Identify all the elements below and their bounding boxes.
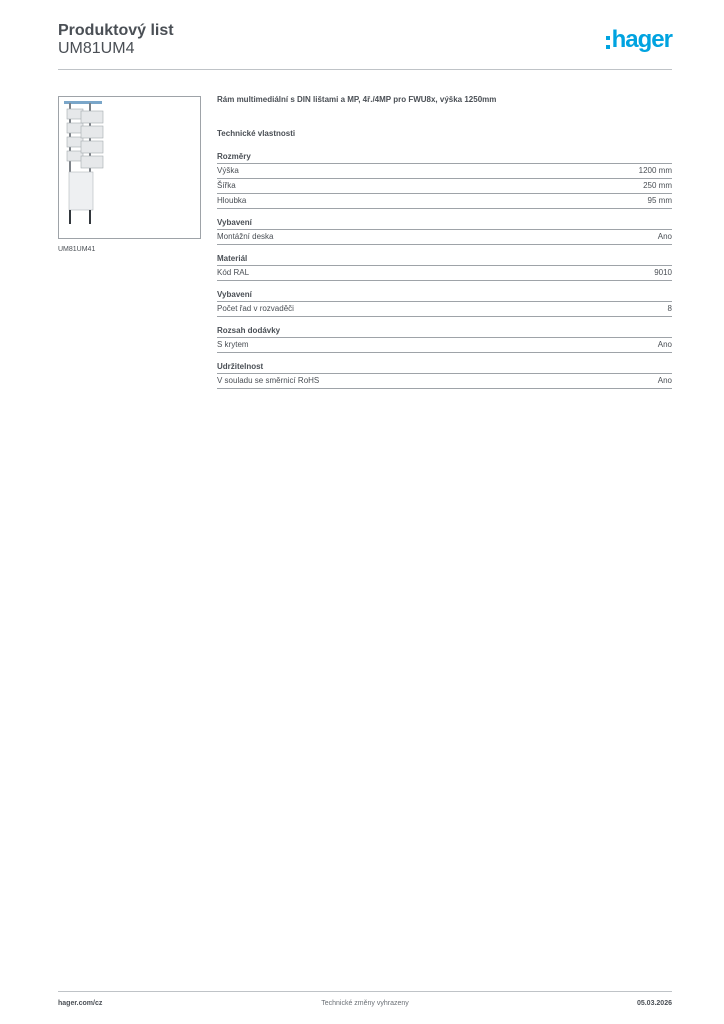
section-title: Udržitelnost xyxy=(217,362,672,374)
hager-logo xyxy=(606,28,672,52)
spec-label: Šířka xyxy=(217,181,236,190)
spec-value: 9010 xyxy=(654,268,672,277)
spec-row xyxy=(217,266,672,281)
spec-section xyxy=(217,218,672,245)
spec-row xyxy=(217,374,672,389)
spec-section xyxy=(217,362,672,389)
product-code: UM81UM4 xyxy=(58,40,135,57)
spec-section xyxy=(217,152,672,209)
spec-value: 95 mm xyxy=(647,196,672,205)
logo-text: hager xyxy=(611,26,672,53)
logo-mark-icon xyxy=(606,36,610,49)
spec-sections xyxy=(217,152,672,389)
technical-properties-heading: Technické vlastnosti xyxy=(217,129,296,138)
product-image xyxy=(58,96,201,239)
footer-note: Technické změny vyhrazeny xyxy=(321,1000,409,1007)
product-description: Rám multimediální s DIN lištami a MP, 4ř./4MP pro FWU8x, výška 1250mm xyxy=(217,95,497,104)
image-caption: UM81UM41 xyxy=(58,246,96,253)
spec-value: 1200 mm xyxy=(638,166,672,175)
spec-label: V souladu se směrnicí RoHS xyxy=(217,376,320,385)
section-title: Vybavení xyxy=(217,218,672,230)
footer-date: 05.03.2026 xyxy=(636,1000,672,1007)
spec-label: S krytem xyxy=(217,340,249,349)
spec-row xyxy=(217,179,672,194)
footer-website: hager.com/cz xyxy=(58,1000,103,1007)
spec-value: Ano xyxy=(657,232,672,241)
spec-row xyxy=(217,302,672,317)
page-footer xyxy=(58,991,672,1011)
spec-section xyxy=(217,290,672,317)
spec-section xyxy=(217,254,672,281)
spec-label: Kód RAL xyxy=(217,268,250,277)
spec-value: 8 xyxy=(667,304,672,313)
spec-value: Ano xyxy=(657,340,672,349)
spec-row xyxy=(217,164,672,179)
spec-row xyxy=(217,230,672,245)
section-title: Materiál xyxy=(217,254,672,266)
product-details xyxy=(217,95,672,398)
section-title: Vybavení xyxy=(217,290,672,302)
spec-label: Počet řad v rozvaděči xyxy=(217,304,294,313)
spec-value: Ano xyxy=(657,376,672,385)
spec-row xyxy=(217,194,672,209)
spec-label: Výška xyxy=(217,166,239,175)
product-frame-image-icon xyxy=(59,97,200,238)
spec-value: 250 mm xyxy=(643,181,672,190)
section-title: Rozsah dodávky xyxy=(217,326,672,338)
spec-label: Hloubka xyxy=(217,196,247,205)
page-header xyxy=(58,22,672,70)
document-title: Produktový list xyxy=(58,22,174,39)
section-title: Rozměry xyxy=(217,152,672,164)
spec-row xyxy=(217,338,672,353)
spec-section xyxy=(217,326,672,353)
spec-label: Montážní deska xyxy=(217,232,274,241)
